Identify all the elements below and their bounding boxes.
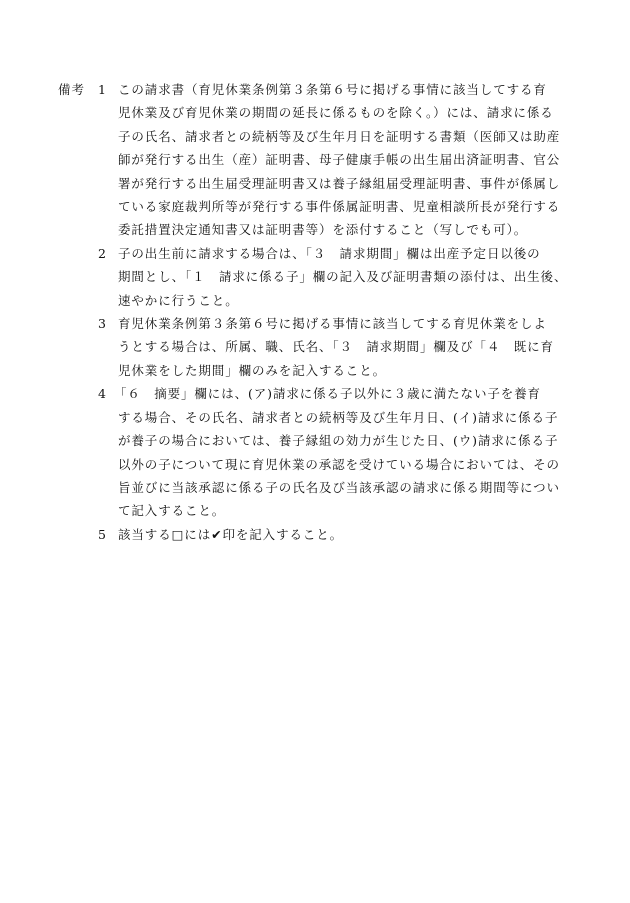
note-line: 該当する□には✔印を記入すること。 <box>118 526 344 542</box>
note-line: 署が発行する出生届受理証明書又は養子縁組届受理証明書、事件が係属し <box>118 175 561 191</box>
note-item-2 <box>98 242 610 312</box>
note-line: する場合、その氏名、請求者との続柄等及び生年月日、(イ)請求に係る子 <box>118 409 559 425</box>
note-line: この請求書（育児休業条例第３条第６号に掲げる事情に該当してする育 <box>118 82 547 97</box>
note-number: 1 <box>98 82 107 97</box>
note-number: 2 <box>98 245 107 261</box>
note-line: 委託措置決定通知書又は証明書等）を添付すること（写しでも可）。 <box>118 222 528 238</box>
note-line: 児休業をした期間」欄のみを記入すること。 <box>118 362 387 378</box>
note-item-3 <box>98 312 610 382</box>
note-line: 以外の子について現に育児休業の承認を受けている場合においては、その <box>118 456 560 472</box>
note-line: うとする場合は、所属、職、氏名、「３ 請求期間」欄及び「４ 既に育 <box>118 339 554 355</box>
note-line: 速やかに行うこと。 <box>118 292 239 308</box>
note-item-5 <box>98 523 610 546</box>
note-line: 旨並びに当該承認に係る子の氏名及び当該承認の請求に係る期間等につい <box>118 479 560 495</box>
note-line: て記入すること。 <box>118 503 226 519</box>
note-number: 3 <box>98 316 107 332</box>
notes-list <box>98 78 610 546</box>
note-line: 子の氏名、請求者との続柄等及び生年月日を証明する書類（医師又は助産 <box>118 128 561 144</box>
note-line: 育児休業条例第３条第６号に掲げる事情に該当してする育児休業をしよ <box>118 316 547 332</box>
note-line: ている家庭裁判所等が発行する事件係属証明書、児童相談所長が発行する <box>118 199 561 215</box>
note-line: 期間とし、「１ 請求に係る子」欄の記入及び証明書類の添付は、出生後、 <box>118 269 568 285</box>
note-line: 師が発行する出生（産）証明書、母子健康手帳の出生届出済証明書、官公 <box>118 152 561 168</box>
note-line: 児休業及び育児休業の期間の延長に係るものを除く。）には、請求に係る <box>118 105 554 121</box>
notes-label: 備考 <box>58 82 86 97</box>
note-line: が養子の場合においては、養子縁組の効力が生じた日、(ウ)請求に係る子 <box>118 433 559 449</box>
note-line: 「６ 摘要」欄には、(ア)請求に係る子以外に３歳に満たない子を養育 <box>114 386 541 402</box>
note-item-4 <box>98 382 610 522</box>
note-number: 4 <box>98 386 107 402</box>
note-item-1 <box>98 78 610 242</box>
note-number: 5 <box>98 526 107 542</box>
note-line: 子の出生前に請求する場合は、「３ 請求期間」欄は出産予定日以後の <box>118 245 541 261</box>
